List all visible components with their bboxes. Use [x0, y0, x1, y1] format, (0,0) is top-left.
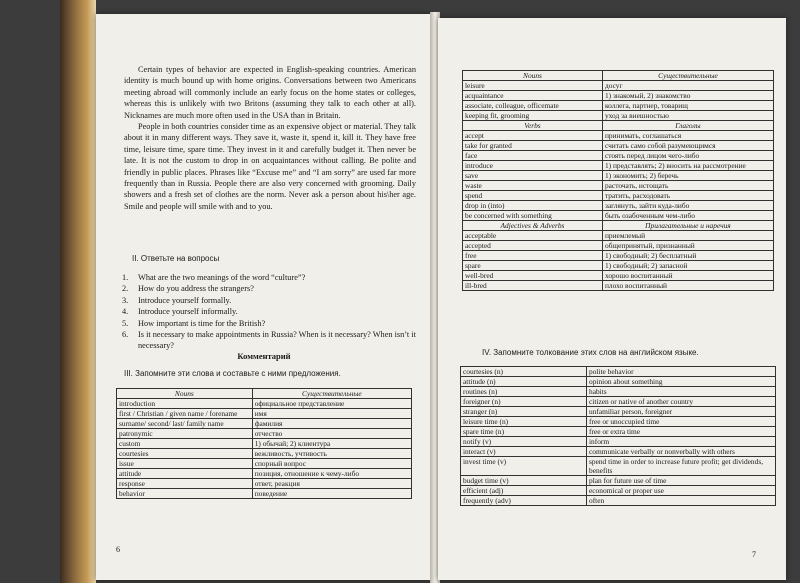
table-cell: invest time (v) — [461, 457, 587, 476]
table-cell: 1) свободный; 2) запасной — [602, 261, 773, 271]
table-row — [461, 447, 776, 457]
table-row: response ответ, реакция — [117, 479, 412, 489]
table-cell: spare time (n) — [461, 427, 587, 437]
table-cell: foreigner (n) — [461, 397, 587, 407]
column-header: Nouns — [117, 389, 253, 399]
table-cell: communicate verbally or nonverbally with others — [587, 447, 776, 457]
table-row: attitude позиция, отношение к чему-либо — [117, 469, 412, 479]
table-cell: free or extra time — [587, 427, 776, 437]
question-item: 4. Introduce yourself informally. — [122, 307, 238, 317]
table-row — [463, 111, 774, 121]
table-row: courtesies вежливость, учтивость — [117, 449, 412, 459]
table-cell: заглянуть, зайти куда-либо — [602, 201, 773, 211]
vocab-table-right — [462, 70, 774, 291]
table-row — [461, 457, 776, 476]
table-cell: 1) представлять; 2) вносить на рассмотрение — [602, 161, 773, 171]
table-header-row — [463, 71, 774, 81]
question-item: 6. Is it necessary to make appointments in Russia? When is it necessary? When isn’t it necessary? — [122, 330, 416, 351]
page-number-right: 7 — [752, 550, 756, 559]
table-cell: well-bred — [463, 271, 603, 281]
table-row: patronymic отчество — [117, 429, 412, 439]
table-cell: принимать, соглашаться — [602, 131, 773, 141]
paragraph-2: People in both countries consider time as an expensive object or material. They talk about it in many different ways. They save it, waste it, spend it, kill it. They have free time, leisure time, spare time. They invest in it and carefully budget it. Then never be late. It is not the custom to drop in on acquaintances without calling. Be polite and friendly in public places. Phrases like “Excuse me” and “I am sorry” are used far more frequently than in Russia. People there are also very concerned with grooming. Daily showers and a fresh set of clothes are the norm. Never ask a person about his\her age. Smile and people will smile with and to you. — [124, 122, 416, 211]
table-cell: spare — [463, 261, 603, 271]
table-row — [463, 261, 774, 271]
table-cell: introduce — [463, 161, 603, 171]
table-cell: общепринятый, признанный — [602, 241, 773, 251]
table-cell: waste — [463, 181, 603, 191]
table-cell: unfamiliar person, foreigner — [587, 407, 776, 417]
table-body — [463, 81, 774, 291]
table-cell: notify (v) — [461, 437, 587, 447]
table-row — [461, 427, 776, 437]
table-cell: плохо воспитанный — [602, 281, 773, 291]
table-cell: коллега, партнер, товарищ — [602, 101, 773, 111]
table-cell: приемлемый — [602, 231, 773, 241]
table-cell: досуг — [602, 81, 773, 91]
table-header-row — [117, 389, 412, 399]
table-cell: acquaintance — [463, 91, 603, 101]
table-row — [463, 141, 774, 151]
table-row — [461, 377, 776, 387]
table-row — [463, 81, 774, 91]
table-cell: save — [463, 171, 603, 181]
definitions-table — [460, 366, 776, 506]
table-cell: хорошо воспитанный — [602, 271, 773, 281]
column-header: Nouns — [463, 71, 603, 81]
table-row — [461, 486, 776, 496]
table-cell: polite behavior — [587, 367, 776, 377]
table-cell: уход за внешностью — [602, 111, 773, 121]
table-row — [463, 251, 774, 261]
table-cell: plan for future use of time — [587, 476, 776, 486]
right-page — [438, 18, 786, 580]
table-cell: be concerned with something — [463, 211, 603, 221]
table-cell: face — [463, 151, 603, 161]
question-item: 3. Introduce yourself formally. — [122, 295, 232, 305]
table-row — [463, 161, 774, 171]
table-row: custom 1) обычай; 2) клиентура — [117, 439, 412, 449]
table-row — [461, 417, 776, 427]
table-row: introduction официальное представление — [117, 399, 412, 409]
table-cell: тратить, расходовать — [602, 191, 773, 201]
vocab-table-left — [116, 388, 412, 499]
table-cell: associate, colleague, officemate — [463, 101, 603, 111]
table-row — [461, 397, 776, 407]
table-cell: расточать, истощать — [602, 181, 773, 191]
table-subheader-row — [463, 221, 774, 231]
table-row — [463, 151, 774, 161]
table-row — [463, 171, 774, 181]
table-cell: leisure — [463, 81, 603, 91]
table-row — [461, 437, 776, 447]
section-4-title: IV. Запомните толкование этих слов на английском языке. — [482, 348, 699, 357]
table-row — [461, 367, 776, 377]
table-cell: economical or proper use — [587, 486, 776, 496]
table-row: first / Christian / given name / forename имя — [117, 409, 412, 419]
table-row — [461, 387, 776, 397]
table-cell: acceptable — [463, 231, 603, 241]
table-row — [463, 211, 774, 221]
page-number-left: 6 — [116, 545, 120, 554]
table-cell: Verbs — [463, 121, 603, 131]
table-row — [461, 407, 776, 417]
table-row — [463, 231, 774, 241]
table-cell: считать само собой разумеющимся — [602, 141, 773, 151]
table-cell: keeping fit, grooming — [463, 111, 603, 121]
table-cell: citizen or native of another country — [587, 397, 776, 407]
table-cell: efficient (adj) — [461, 486, 587, 496]
table-cell: быть озабоченным чем-либо — [602, 211, 773, 221]
table-row — [463, 181, 774, 191]
table-row: behavior поведение — [117, 489, 412, 499]
table-body — [461, 367, 776, 506]
table-cell: drop in (into) — [463, 201, 603, 211]
table-cell: take for granted — [463, 141, 603, 151]
table-cell: frequently (adv) — [461, 496, 587, 506]
table-cell: budget time (v) — [461, 476, 587, 486]
question-item: 2. How do you address the strangers? — [122, 284, 254, 294]
table-cell: spend time in order to increase future profit; get dividends, benefits — [587, 457, 776, 476]
section-2-title: II. Ответьте на вопросы — [132, 254, 220, 263]
table-cell: courtesies (n) — [461, 367, 587, 377]
table-cell: inform — [587, 437, 776, 447]
table-cell: leisure time (n) — [461, 417, 587, 427]
table-row — [463, 91, 774, 101]
table-cell: free or unoccupied time — [587, 417, 776, 427]
column-header: Существительные — [602, 71, 773, 81]
paragraph-1: Certain types of behavior are expected in English-speaking countries. American identity is much bound up with home origins. Conversations between two Americans meeting abroad will commonly include an early focus on the home states or colleges, whereas this is unlikely with two Britons (assuming they talk to each other at all). Nicknames are much more often used in the USA than in Britain. — [124, 65, 416, 120]
table-row — [463, 131, 774, 141]
table-subheader-row — [463, 121, 774, 131]
table-cell: habits — [587, 387, 776, 397]
table-row — [463, 271, 774, 281]
table-cell: стоять перед лицом чего-либо — [602, 151, 773, 161]
table-row — [463, 201, 774, 211]
table-cell: Adjectives & Adverbs — [463, 221, 603, 231]
left-page — [96, 14, 432, 580]
section-3-title: III. Запомните эти слова и составьте с ними предложения. — [124, 369, 341, 378]
table-row — [463, 191, 774, 201]
table-row — [463, 101, 774, 111]
table-row — [463, 281, 774, 291]
table-cell: stranger (n) — [461, 407, 587, 417]
table-cell: often — [587, 496, 776, 506]
table-row: issue спорный вопрос — [117, 459, 412, 469]
body-text — [124, 64, 416, 212]
table-row — [461, 476, 776, 486]
table-row — [463, 241, 774, 251]
table-cell: Прилагательные и наречия — [602, 221, 773, 231]
question-item: 5. How important is time for the British? — [122, 318, 266, 328]
table-cell: opinion about something — [587, 377, 776, 387]
questions-list — [122, 272, 416, 352]
table-cell: 1) экономить; 2) беречь — [602, 171, 773, 181]
table-cell: accepted — [463, 241, 603, 251]
table-cell: routines (n) — [461, 387, 587, 397]
table-cell: 1) свободный; 2) бесплатный — [602, 251, 773, 261]
table-cell: ill-bred — [463, 281, 603, 291]
table-cell: accept — [463, 131, 603, 141]
comment-title: Комментарий — [237, 351, 291, 361]
book-cover-edge — [60, 0, 96, 583]
table-cell: free — [463, 251, 603, 261]
table-cell: Глаголы — [602, 121, 773, 131]
table-cell: spend — [463, 191, 603, 201]
table-cell: attitude (n) — [461, 377, 587, 387]
table-row — [461, 496, 776, 506]
table-row: surname/ second/ last/ family name фамилия — [117, 419, 412, 429]
table-cell: 1) знакомый, 2) знакомство — [602, 91, 773, 101]
table-cell: interact (v) — [461, 447, 587, 457]
question-item: 1. What are the two meanings of the word “culture”? — [122, 273, 306, 282]
column-header: Существительные — [252, 389, 411, 399]
